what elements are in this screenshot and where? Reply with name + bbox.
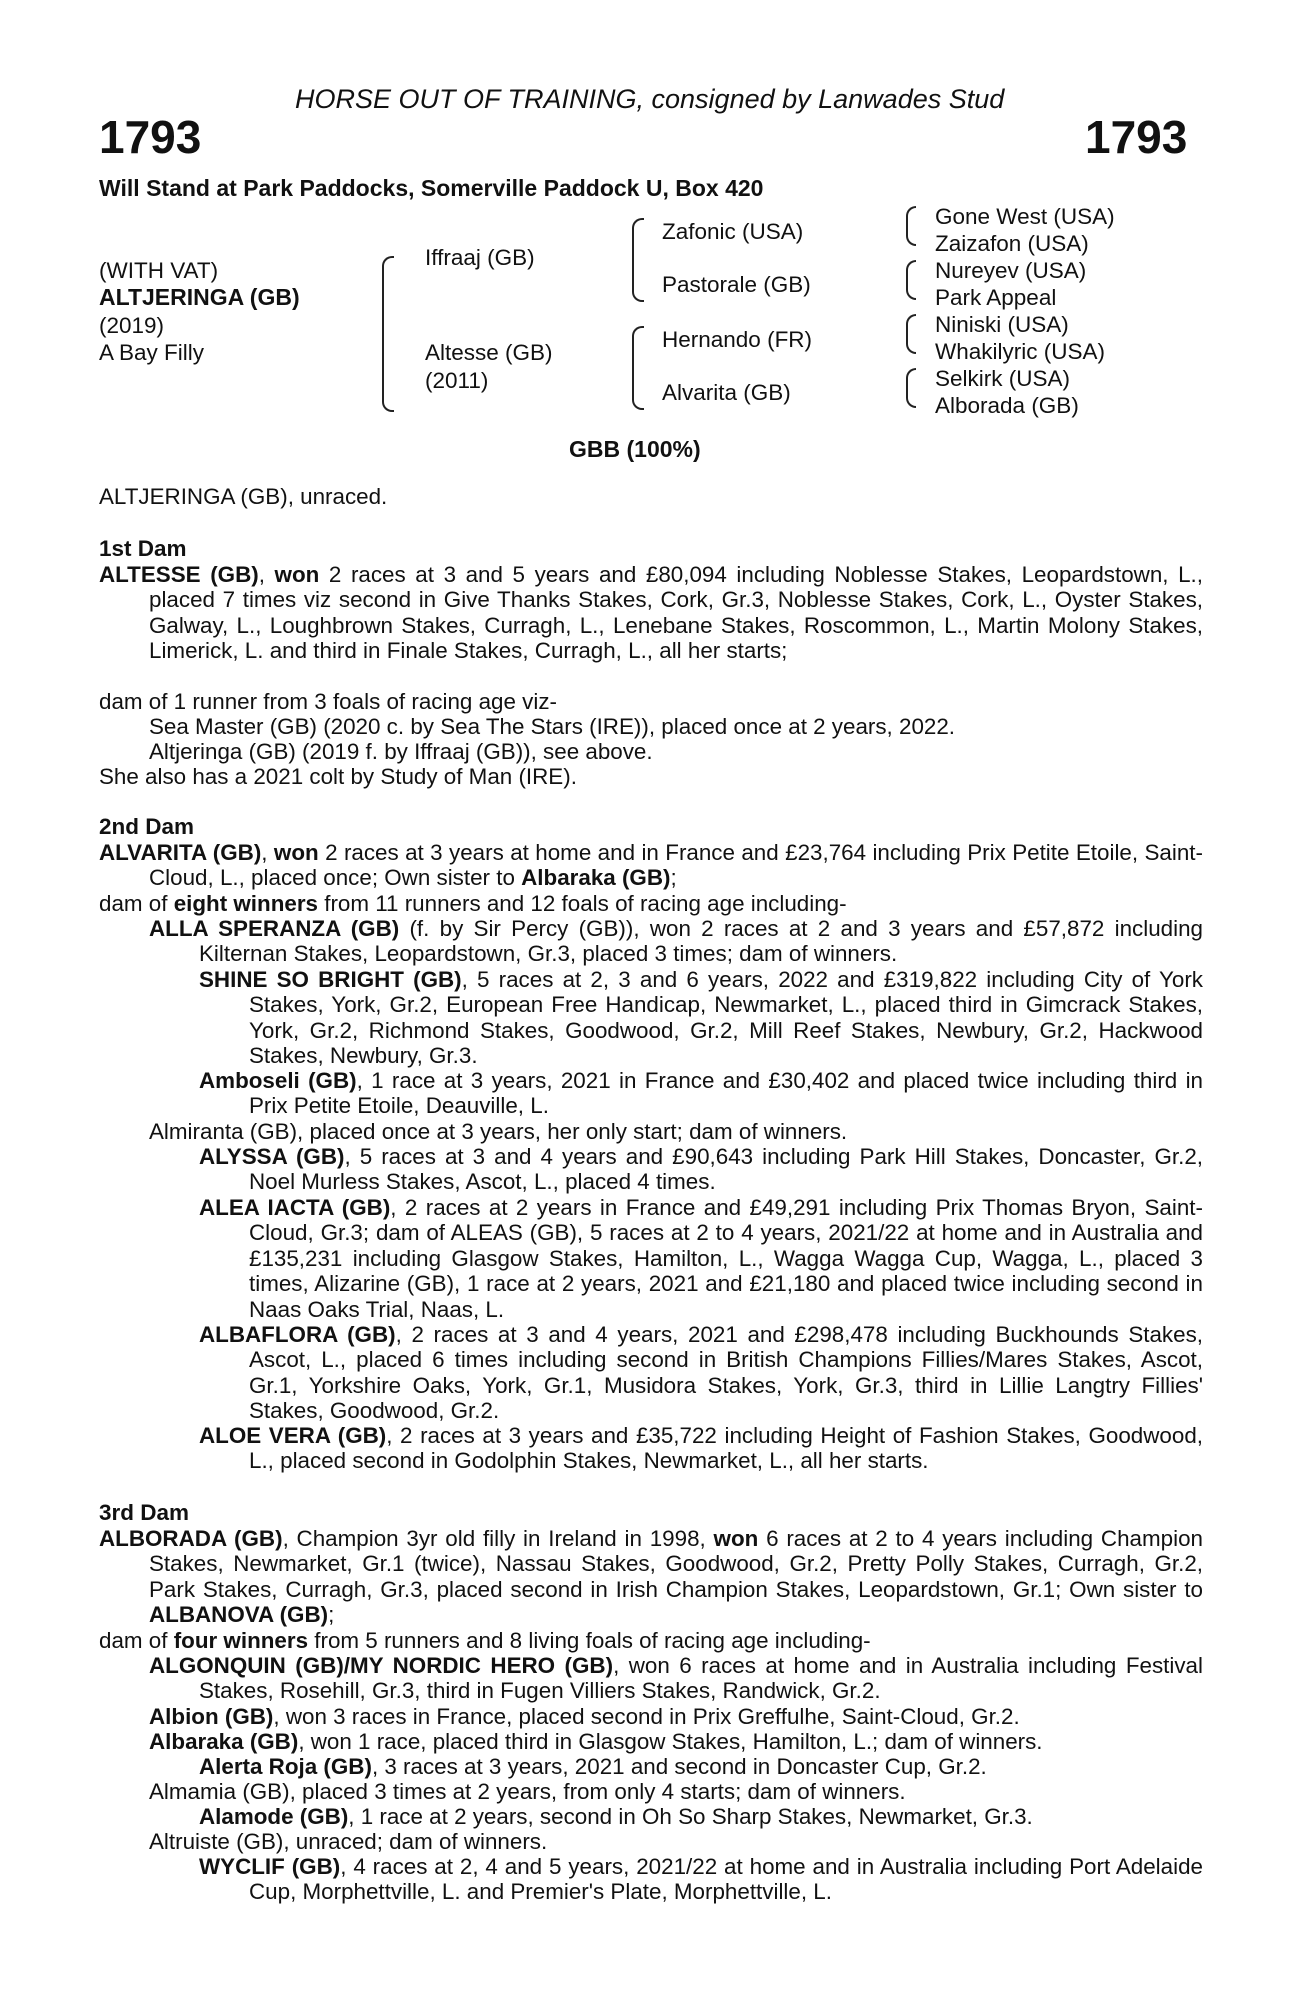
pedigree-sire-dam: Pastorale (GB) <box>662 272 811 297</box>
pedigree-sire-sire: Zafonic (USA) <box>662 219 804 244</box>
pedigree-g8: Alborada (GB) <box>935 393 1079 418</box>
pedigree-dam-dam: Alvarita (GB) <box>662 380 791 405</box>
second-dam-produce-intro: dam of eight winners from 11 runners and 12 foals of racing age including- <box>99 891 847 916</box>
produce-algonquin: ALGONQUIN (GB)/MY NORDIC HERO (GB), won 6 races at home and in Australia including Festival Stakes, Rosehill, Gr.3, third in Fugen Villiers Stakes, Randwick, Gr.2. <box>149 1653 1203 1704</box>
produce-alerta-roja: Alerta Roja (GB), 3 races at 3 years, 2021 and second in Doncaster Cup, Gr.2. <box>199 1754 987 1779</box>
pedigree-code: GBB (100%) <box>569 436 701 462</box>
pedigree-brace-g2 <box>906 260 916 300</box>
pedigree-g4: Park Appeal <box>935 285 1057 310</box>
second-dam-entry: ALVARITA (GB), won 2 races at 3 years at home and in France and £23,764 including Prix Petite Etoile, Saint-Cloud, L., placed once; Own sister to Albaraka (GB); <box>99 840 1203 891</box>
pedigree-dam: Altesse (GB) <box>425 340 553 365</box>
pedigree-g3: Nureyev (USA) <box>935 258 1087 283</box>
first-dam-also: She also has a 2021 colt by Study of Man (IRE). <box>99 764 577 789</box>
produce-almiranta: Almiranta (GB), placed once at 3 years, her only start; dam of winners. <box>149 1119 848 1144</box>
produce-alamode: Alamode (GB), 1 race at 2 years, second in Oh So Sharp Stakes, Newmarket, Gr.3. <box>199 1804 1033 1829</box>
produce-aloe-vera: ALOE VERA (GB), 2 races at 3 years and £35,722 including Height of Fashion Stakes, Goodwood, L., placed second in Godolphin Stakes, Newmarket, L., all her starts. <box>199 1423 1203 1474</box>
produce-almamia: Almamia (GB), placed 3 times at 2 years, from only 4 starts; dam of winners. <box>149 1779 906 1804</box>
intro-line: ALTJERINGA (GB), unraced. <box>99 484 388 509</box>
pedigree-dam-sire: Hernando (FR) <box>662 327 813 352</box>
first-dam-produce-1: Sea Master (GB) (2020 c. by Sea The Stars (IRE)), placed once at 2 years, 2022. <box>149 714 956 739</box>
first-dam-produce-2: Altjeringa (GB) (2019 f. by Iffraaj (GB)), see above. <box>149 739 653 764</box>
produce-alla-speranza: ALLA SPERANZA (GB) (f. by Sir Percy (GB)), won 2 races at 2 and 3 years and £57,872 including Kilternan Stakes, Leopardstown, Gr.3, placed 3 times; dam of winners. <box>149 916 1203 967</box>
pedigree-brace-g3 <box>906 314 916 354</box>
produce-altruiste: Altruiste (GB), unraced; dam of winners. <box>149 1829 548 1854</box>
section-third-dam: 3rd Dam <box>99 1500 190 1525</box>
pedigree-brace-g1 <box>906 206 916 246</box>
produce-albion: Albion (GB), won 3 races in France, placed second in Prix Greffulhe, Saint-Cloud, Gr.2. <box>149 1704 1020 1729</box>
produce-alea-iacta: ALEA IACTA (GB), 2 races at 2 years in France and £49,291 including Prix Thomas Bryon, Saint-Cloud, Gr.3; dam of ALEAS (GB), 5 races at 2 to 4 years, 2021/22 at home and in Australia and £135,231 including Glasgow Stakes, Hamilton, L., Wagga Wagga Cup, Wagga, L., placed 3 times, Alizarine (GB), 1 race at 2 years, 2021 and £21,180 and placed twice including second in Naas Oaks Trial, Naas, L. <box>199 1195 1203 1322</box>
pedigree-g7: Selkirk (USA) <box>935 366 1071 391</box>
first-dam-entry: ALTESSE (GB), won 2 races at 3 and 5 years and £80,094 including Noblesse Stakes, Leopardstown, L., placed 7 times viz second in Give Thanks Stakes, Cork, Gr.3, Noblesse Stakes, Cork, L., Oyster Stakes, Galway, L., Loughbrown Stakes, Curragh, L., Lenebane Stakes, Roscommon, L., Martin Molony Stakes, Limerick, L. and third in Finale Stakes, Curragh, L., all her starts; <box>99 562 1203 664</box>
lot-number-right: 1793 <box>1085 111 1188 163</box>
pedigree-brace-dam <box>632 326 644 410</box>
section-first-dam: 1st Dam <box>99 536 187 561</box>
pedigree-g1: Gone West (USA) <box>935 204 1115 229</box>
produce-wyclif: WYCLIF (GB), 4 races at 2, 4 and 5 years, 2021/22 at home and in Australia including Port Adelaide Cup, Morphettville, L. and Premier's Plate, Morphettville, L. <box>199 1854 1203 1905</box>
pedigree-g5: Niniski (USA) <box>935 312 1069 337</box>
pedigree-sire: Iffraaj (GB) <box>425 245 535 270</box>
pedigree-dam-year: (2011) <box>425 368 489 393</box>
horse-name: ALTJERINGA (GB) <box>99 284 300 310</box>
produce-albaflora: ALBAFLORA (GB), 2 races at 3 and 4 years, 2021 and £298,478 including Buckhounds Stakes, Ascot, L., placed 6 times including second in British Champions Fillies/Mares Stakes, Ascot, Gr.1, Yorkshire Oaks, York, Gr.1, Musidora Stakes, York, Gr.3, third in Lillie Langtry Fillies' Stakes, Goodwood, Gr.2. <box>199 1322 1204 1424</box>
vat-note: (WITH VAT) <box>99 258 219 283</box>
produce-albaraka: Albaraka (GB), won 1 race, placed third in Glasgow Stakes, Hamilton, L.; dam of winners. <box>149 1729 1043 1754</box>
horse-description: A Bay Filly <box>99 340 205 365</box>
pedigree-g2: Zaizafon (USA) <box>935 231 1089 256</box>
produce-amboseli: Amboseli (GB), 1 race at 3 years, 2021 in France and £30,402 and placed twice including third in Prix Petite Etoile, Deauville, L. <box>199 1068 1203 1119</box>
third-dam-produce-intro: dam of four winners from 5 runners and 8 living foals of racing age including- <box>99 1628 871 1653</box>
produce-shine-so-bright: SHINE SO BRIGHT (GB), 5 races at 2, 3 and 6 years, 2022 and £319,822 including City of York Stakes, York, Gr.2, European Free Handicap, Newmarket, L., placed third in Gimcrack Stakes, York, Gr.2, Richmond Stakes, Goodwood, Gr.2, Mill Reef Stakes, Newbury, Gr.2, Hackwood Stakes, Newbury, Gr.3. <box>199 967 1203 1069</box>
produce-alyssa: ALYSSA (GB), 5 races at 3 and 4 years and £90,643 including Park Hill Stakes, Doncaster, Gr.2, Noel Murless Stakes, Ascot, L., placed 4 times. <box>199 1144 1203 1195</box>
pedigree-brace-g4 <box>906 368 916 408</box>
lot-number-left: 1793 <box>99 111 202 163</box>
third-dam-entry: ALBORADA (GB), Champion 3yr old filly in Ireland in 1998, won 6 races at 2 to 4 years including Champion Stakes, Newmarket, Gr.1 (twice), Nassau Stakes, Goodwood, Gr.2, Pretty Polly Stakes, Curragh, Gr.2, Park Stakes, Curragh, Gr.3, placed second in Irish Champion Stakes, Leopardstown, Gr.1; Own sister to ALBANOVA (GB); <box>99 1526 1203 1628</box>
horse-year: (2019) <box>99 313 165 338</box>
pedigree-brace-main <box>382 256 394 412</box>
catalogue-subtitle: HORSE OUT OF TRAINING, consigned by Lanwades Stud <box>295 84 1005 114</box>
section-second-dam: 2nd Dam <box>99 814 195 839</box>
first-dam-produce-intro: dam of 1 runner from 3 foals of racing age viz- <box>99 689 557 714</box>
pedigree-brace-sire <box>632 218 644 302</box>
standing-location: Will Stand at Park Paddocks, Somerville Paddock U, Box 420 <box>99 175 764 201</box>
pedigree-g6: Whakilyric (USA) <box>935 339 1106 364</box>
